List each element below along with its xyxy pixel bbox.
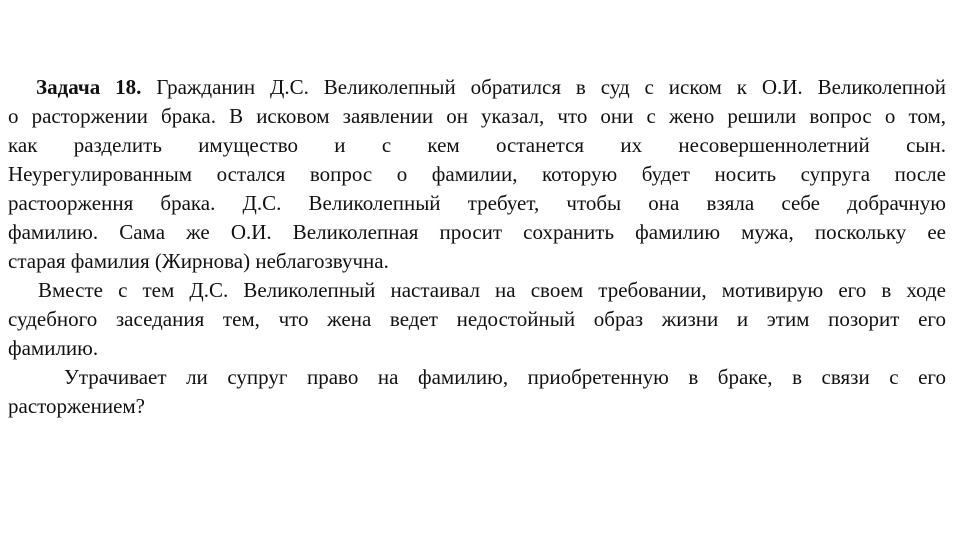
paragraph-1-line-4: Неурегулированным остался вопрос о фамилии, которую будет носить супруга после — [8, 162, 946, 186]
task-text — [8, 73, 946, 421]
paragraph-1-line-6: фамилию. Сама же О.И. Великолепная просит сохранить фамилию мужа, поскольку ее — [8, 220, 946, 244]
paragraph-1-line-2: о расторжении брака. В исковом заявлении он указал, что они с жено решили вопрос о том, — [8, 104, 946, 128]
paragraph-3-line-1: Утрачивает ли супруг право на фамилию, приобретенную в браке, в связи с его — [64, 365, 946, 389]
paragraph-3-line-2: расторжением? — [8, 394, 146, 418]
paragraph-2-line-3: фамилию. — [8, 336, 99, 360]
paragraph-2-line-2: судебного заседания тем, что жена ведет недостойный образ жизни и этим позорит его — [8, 307, 946, 331]
paragraph-2-line-1: Вместе с тем Д.С. Великолепный настаивал на своем требовании, мотивирую его в ходе — [38, 278, 946, 302]
paragraph-1-line-3: как разделить имущество и с кем останется их несовершеннолетний сын. — [8, 133, 946, 157]
paragraph-1-line-1 — [8, 73, 946, 102]
paragraph-1-line-1-text: Гражданин Д.С. Великолепный обратился в суд с иском к О.И. Великолепной — [141, 75, 946, 99]
paragraph-1-line-7: старая фамилия (Жирнова) неблагозвучна. — [8, 249, 389, 273]
paragraph-1-line-5: растоорження брака. Д.С. Великолепный требует, чтобы она взяла себе добрачную — [8, 191, 946, 215]
task-label: Задача 18. — [36, 75, 142, 99]
